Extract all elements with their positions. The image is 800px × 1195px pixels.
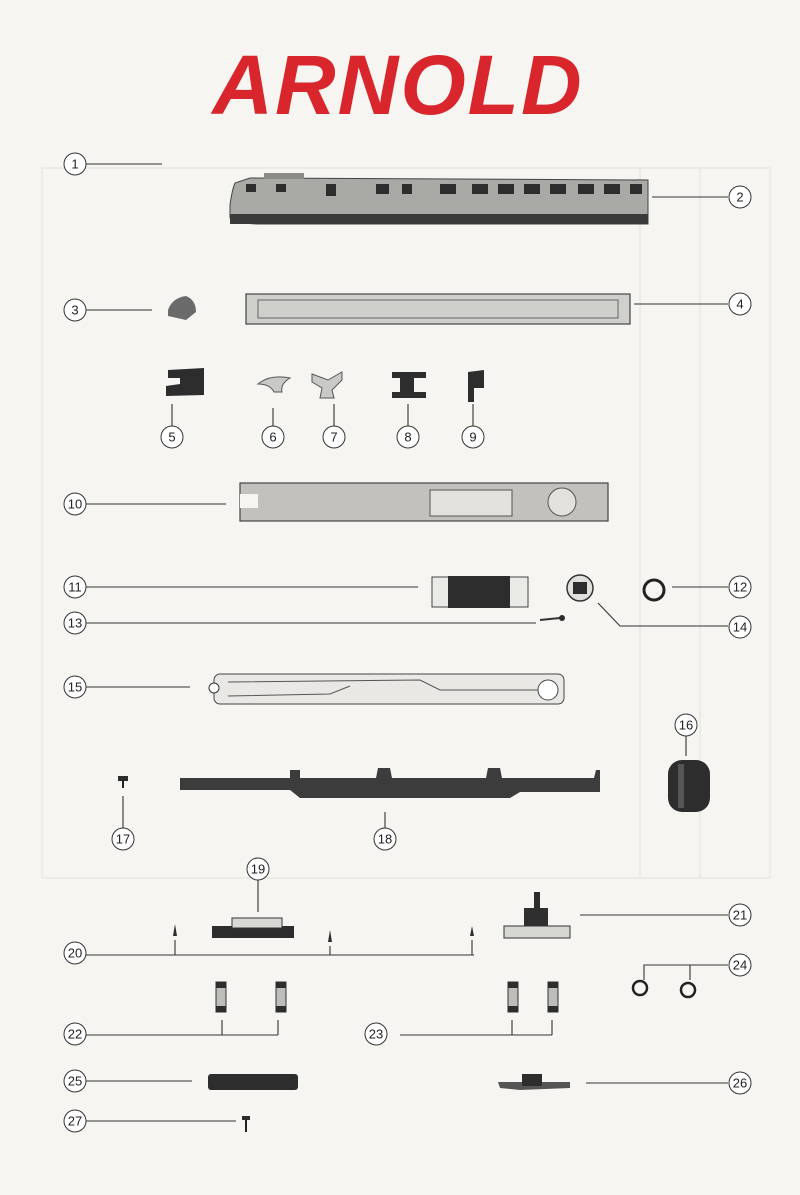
arnold-logo: ARNOLD — [212, 38, 584, 132]
part-wheelsets-23 — [508, 982, 558, 1012]
svg-text:16: 16 — [678, 717, 694, 733]
part-screw-17 — [118, 776, 128, 788]
svg-text:4: 4 — [736, 296, 744, 312]
part-14 — [567, 575, 593, 601]
callout-13 — [64, 612, 86, 634]
callout-7 — [323, 426, 345, 448]
background-table-ghost — [42, 168, 770, 878]
part-16 — [668, 760, 710, 812]
callout-25 — [64, 1070, 86, 1092]
callout-23 — [365, 1023, 387, 1045]
part-bogie-19 — [212, 918, 294, 938]
part-7 — [312, 372, 342, 398]
part-frame — [180, 768, 600, 798]
callout-1 — [64, 153, 86, 175]
svg-text:25: 25 — [67, 1073, 83, 1089]
callout-3 — [64, 299, 86, 321]
svg-text:14: 14 — [732, 619, 748, 635]
svg-text:8: 8 — [404, 429, 412, 445]
part-weight — [240, 483, 608, 521]
part-motor — [432, 576, 528, 608]
part-side-frame-25 — [208, 1074, 298, 1090]
svg-text:20: 20 — [67, 945, 83, 961]
callout-27 — [64, 1110, 86, 1132]
svg-text:1: 1 — [71, 156, 79, 172]
callout-2 — [729, 186, 751, 208]
callout-12 — [729, 576, 751, 598]
callout-20 — [64, 942, 86, 964]
callout-21 — [729, 904, 751, 926]
svg-text:6: 6 — [269, 429, 277, 445]
callout-11 — [64, 576, 86, 598]
part-8 — [392, 372, 426, 398]
part-cab-front — [168, 296, 196, 320]
svg-text:12: 12 — [732, 579, 748, 595]
callout-4 — [729, 293, 751, 315]
svg-text:13: 13 — [67, 615, 83, 631]
svg-text:26: 26 — [732, 1075, 748, 1091]
callout-14 — [729, 616, 751, 638]
part-window-insert — [246, 294, 630, 324]
svg-text:9: 9 — [469, 429, 477, 445]
callout-24 — [729, 954, 751, 976]
svg-text:11: 11 — [68, 579, 82, 595]
callout-5 — [161, 426, 183, 448]
part-body-shell — [230, 173, 648, 224]
part-5 — [166, 368, 204, 396]
part-screw-27 — [242, 1116, 250, 1132]
part-motor-bogie-21 — [504, 892, 570, 938]
part-pin-13 — [540, 615, 565, 621]
callout-15 — [64, 676, 86, 698]
svg-text:7: 7 — [330, 429, 338, 445]
callout-9 — [462, 426, 484, 448]
svg-text:3: 3 — [71, 302, 79, 318]
svg-text:17: 17 — [115, 831, 131, 847]
part-9 — [468, 370, 484, 402]
part-ring-12 — [644, 580, 664, 600]
callout-16 — [675, 714, 697, 736]
svg-text:10: 10 — [67, 496, 83, 512]
callout-18 — [374, 828, 396, 850]
part-6 — [258, 377, 290, 392]
callout-6 — [262, 426, 284, 448]
callout-8 — [397, 426, 419, 448]
svg-text:19: 19 — [250, 861, 266, 877]
svg-text:22: 22 — [67, 1026, 83, 1042]
svg-text:23: 23 — [368, 1026, 384, 1042]
callout-26 — [729, 1072, 751, 1094]
callout-17 — [112, 828, 134, 850]
part-circuit-board — [209, 674, 564, 704]
part-26 — [498, 1074, 570, 1090]
part-wheelsets-22 — [216, 982, 286, 1012]
svg-text:15: 15 — [67, 679, 83, 695]
callout-22 — [64, 1023, 86, 1045]
callout-19 — [247, 858, 269, 880]
svg-text:27: 27 — [67, 1113, 83, 1129]
svg-text:24: 24 — [732, 957, 748, 973]
svg-text:5: 5 — [168, 429, 176, 445]
svg-text:21: 21 — [732, 907, 748, 923]
svg-text:2: 2 — [736, 189, 744, 205]
svg-text:18: 18 — [377, 831, 393, 847]
part-traction-tyres-24 — [633, 981, 695, 997]
callout-10 — [64, 493, 86, 515]
